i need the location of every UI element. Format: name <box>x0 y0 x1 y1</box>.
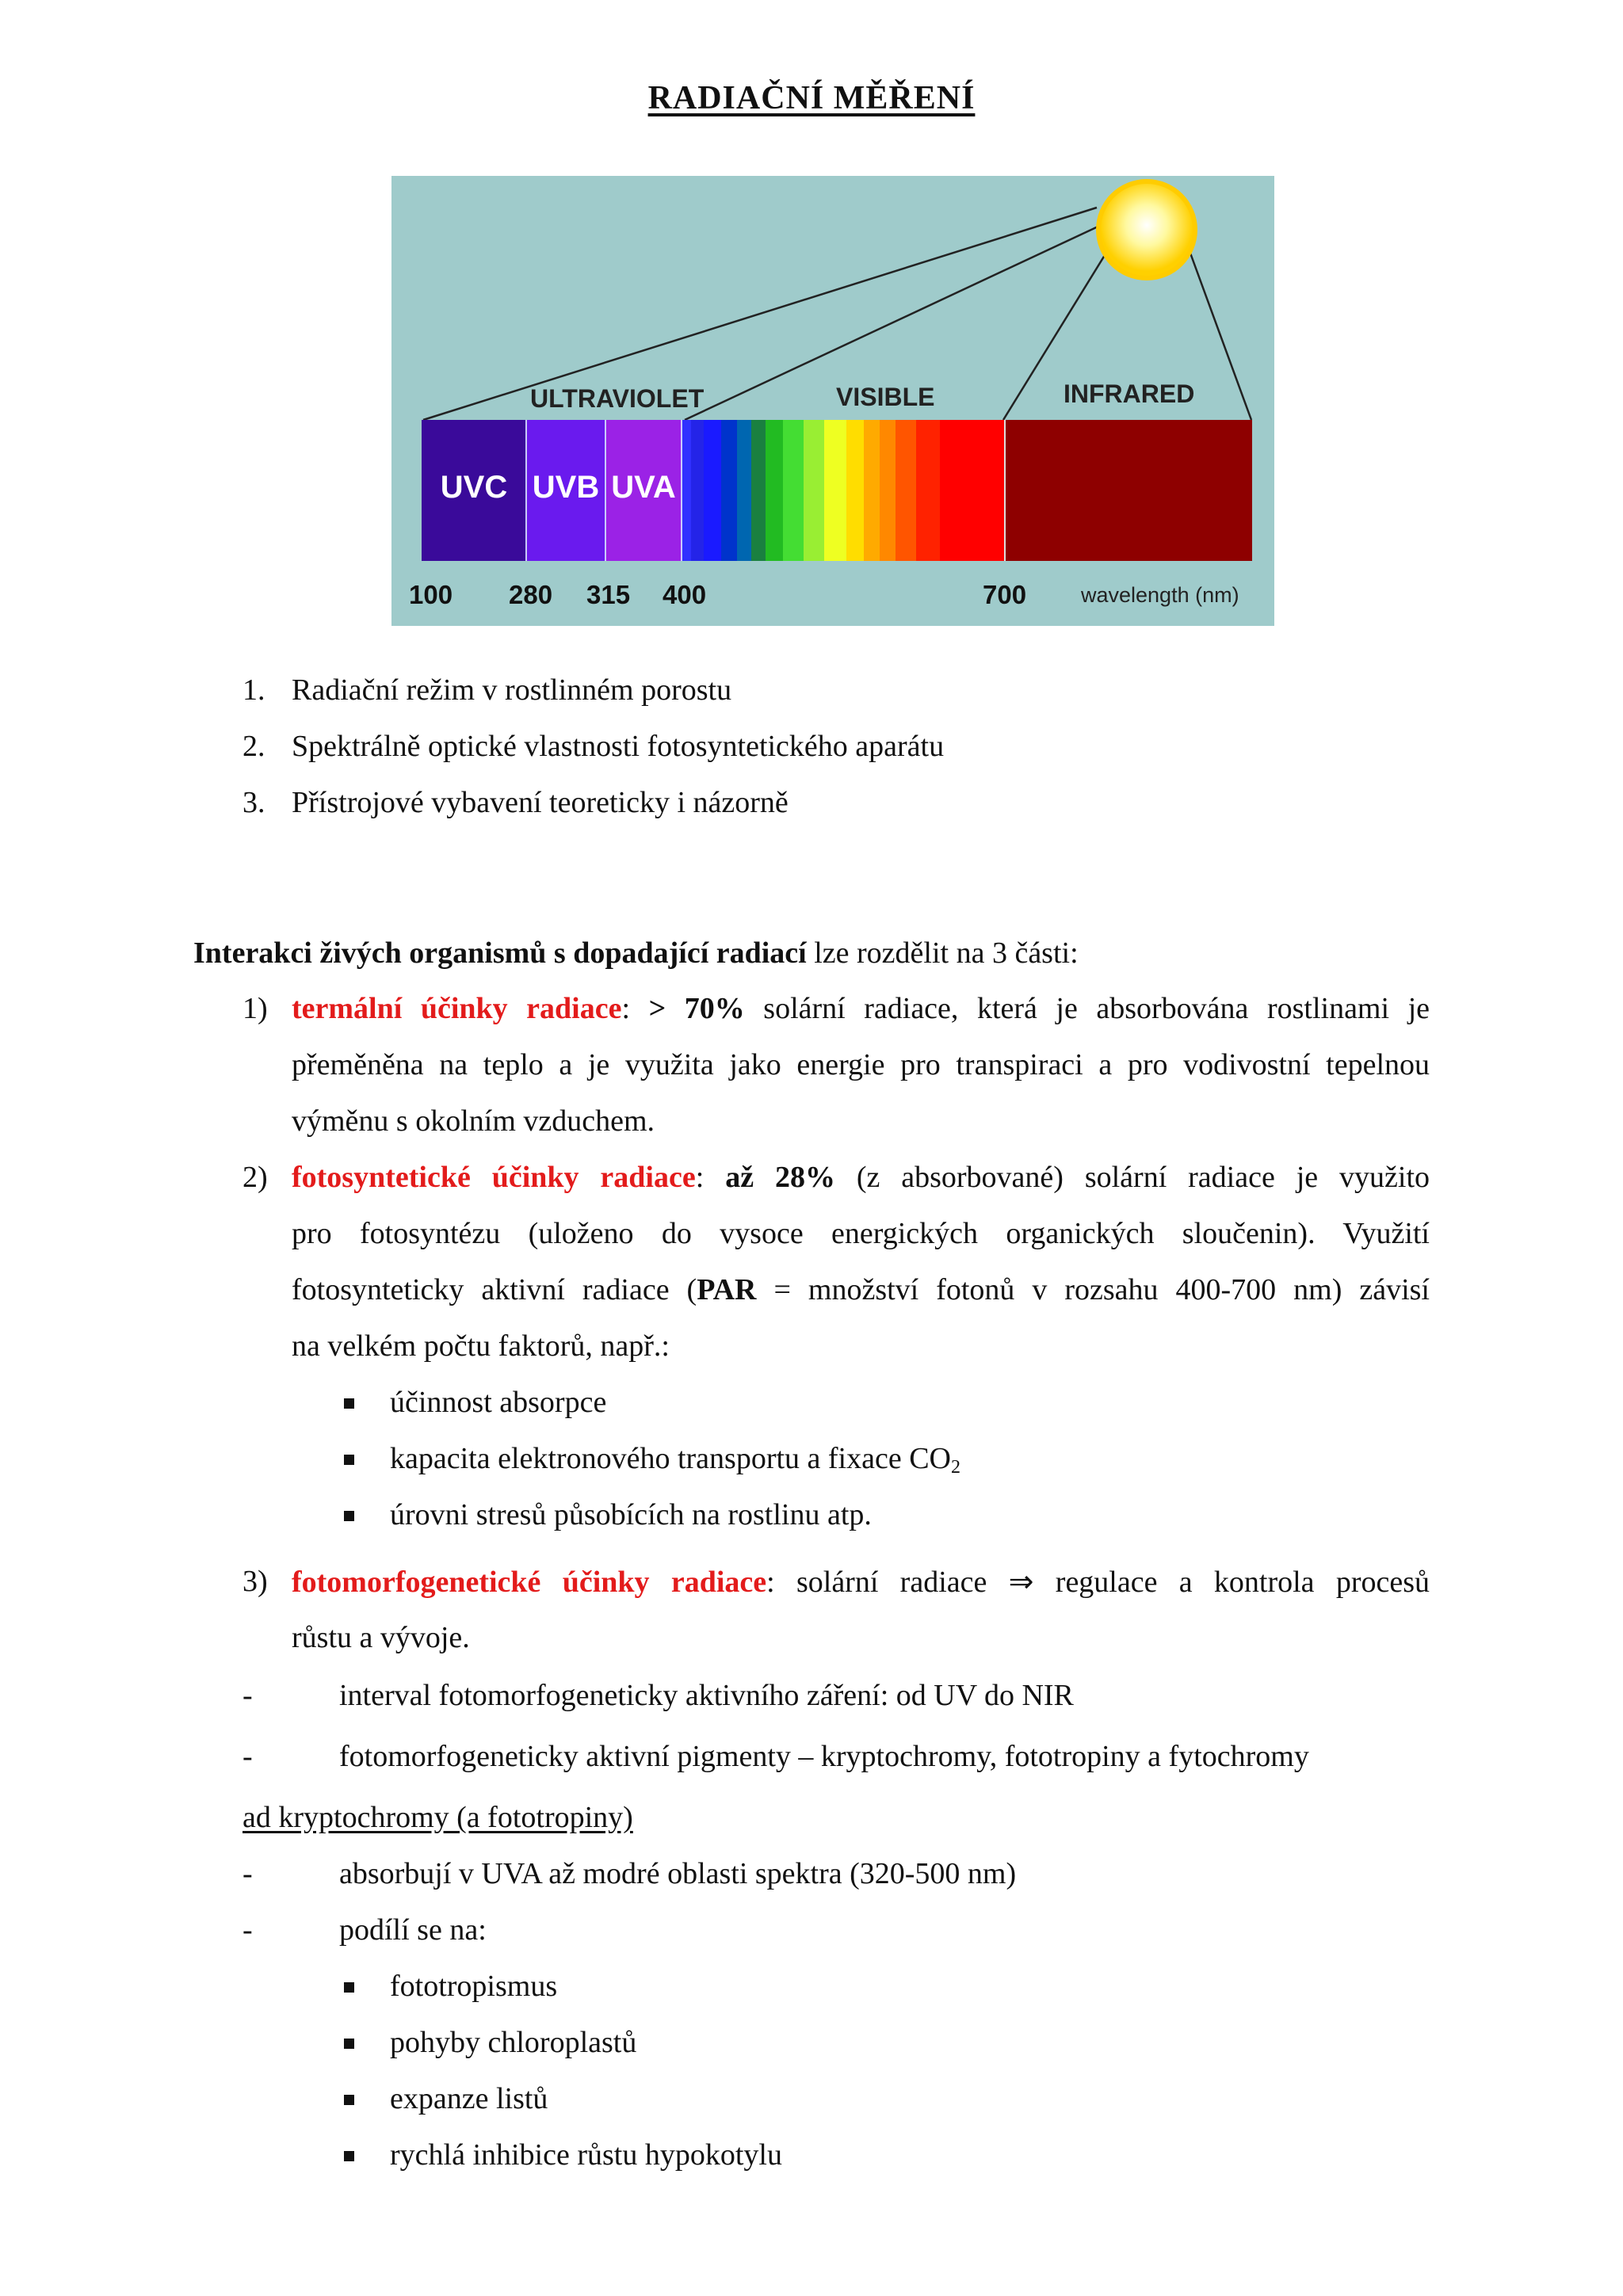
tick-label: 100 <box>409 580 453 609</box>
bullet-square <box>344 1455 354 1465</box>
factor-item: kapacita elektronového transportu a fixace $CO_2$ <box>390 1442 960 1478</box>
factor-item: úrovni stresů působících na rostlinu atp. <box>390 1498 872 1531</box>
item2-line4: na velkém počtu faktorů, např.: <box>292 1329 670 1363</box>
item3-line1: fotomorfogenetické účinky radiace: solární radiace ⇒ regulace a kontrola procesů <box>292 1564 1430 1599</box>
item1-line2: přeměněna na teplo a je využita jako energie pro transpiraci a pro vodivostní tepelnou <box>292 1048 1430 1081</box>
toc-item: Přístrojové vybavení teoreticky i názorně <box>292 786 789 819</box>
item-number: 1) <box>242 992 268 1025</box>
process-item: expanze listů <box>390 2082 548 2115</box>
dash-marker: - <box>242 1740 253 1773</box>
dash-marker: - <box>242 1913 253 1947</box>
tick-label: 700 <box>983 580 1027 609</box>
axis-label: wavelength (nm) <box>1081 583 1239 607</box>
process-item: fototropismus <box>390 1970 558 2003</box>
bullet-square <box>344 2151 354 2161</box>
bullet-square <box>344 1982 354 1993</box>
item3-line2: růstu a vývoje. <box>292 1621 470 1654</box>
implies-arrow-icon: ⇒ <box>1008 1564 1034 1599</box>
tick-label: 400 <box>663 580 707 609</box>
bullet-square <box>344 1398 354 1409</box>
dash-marker: - <box>242 1679 253 1712</box>
process-item: rychlá inhibice růstu hypokotylu <box>390 2138 782 2172</box>
ultraviolet-label: ULTRAVIOLET <box>530 384 705 413</box>
toc-item: Radiační režim v rostlinném porostu <box>292 673 732 707</box>
bullet-square <box>344 1511 354 1521</box>
em-spectrum-figure <box>391 176 1274 626</box>
tick-label: 315 <box>586 580 631 609</box>
item2-line2: pro fotosyntézu (uloženo do vysoce energických organických sloučenin). Využití <box>292 1217 1430 1250</box>
toc-number: 2. <box>242 730 265 763</box>
process-item: pohyby chloroplastů <box>390 2026 637 2059</box>
subheading: ad kryptochromy (a fototropiny) <box>242 1801 633 1834</box>
term-photomorphogenetic: fotomorfogenetické účinky radiace <box>292 1566 767 1599</box>
item2-line3: fotosynteticky aktivní radiace (PAR = množství fotonů v rozsahu 400-700 nm) závisí <box>292 1273 1430 1306</box>
infrared-band <box>1005 420 1252 561</box>
item-number: 3) <box>242 1565 268 1598</box>
bullet-square <box>344 2095 354 2105</box>
tick-label: 280 <box>509 580 553 609</box>
item-number: 2) <box>242 1161 268 1194</box>
intro-paragraph: Interakci živých organismů s dopadající radiací lze rozdělit na 3 části: <box>193 936 1079 970</box>
item1-line3: výměnu s okolním vzduchem. <box>292 1104 655 1138</box>
visible-label: VISIBLE <box>836 383 935 411</box>
dash-item: fotomorfogeneticky aktivní pigmenty – kryptochromy, fototropiny a fytochromy <box>339 1740 1309 1773</box>
item1-line1: termální účinky radiace: > 70% solární radiace, která je absorbována rostlinami je <box>292 992 1430 1025</box>
toc-number: 3. <box>242 786 265 819</box>
term-thermal: termální účinky radiace <box>292 992 622 1025</box>
uva-label: UVA <box>611 470 676 505</box>
dash-item: absorbují v UVA až modré oblasti spektra (320-500 nm) <box>339 1857 1017 1890</box>
page-title: RADIAČNÍ MĚŘENÍ <box>647 80 976 116</box>
visible-rainbow <box>682 420 1005 561</box>
factor-item: účinnost absorpce <box>390 1386 607 1419</box>
infrared-label: INFRARED <box>1064 379 1195 408</box>
bullet-square <box>344 2039 354 2049</box>
toc-item: Spektrálně optické vlastnosti fotosyntetického aparátu <box>292 730 945 763</box>
dash-item: interval fotomorfogeneticky aktivního záření: od UV do NIR <box>339 1679 1074 1712</box>
uvb-label: UVB <box>532 470 600 505</box>
item2-line1: fotosyntetické účinky radiace: až 28% (z absorbované) solární radiace je využito <box>292 1161 1430 1194</box>
toc-number: 1. <box>242 673 265 707</box>
uvc-label: UVC <box>440 470 508 505</box>
term-photosynthetic: fotosyntetické účinky radiace <box>292 1161 696 1194</box>
dash-item: podílí se na: <box>339 1913 487 1947</box>
dash-marker: - <box>242 1857 253 1890</box>
